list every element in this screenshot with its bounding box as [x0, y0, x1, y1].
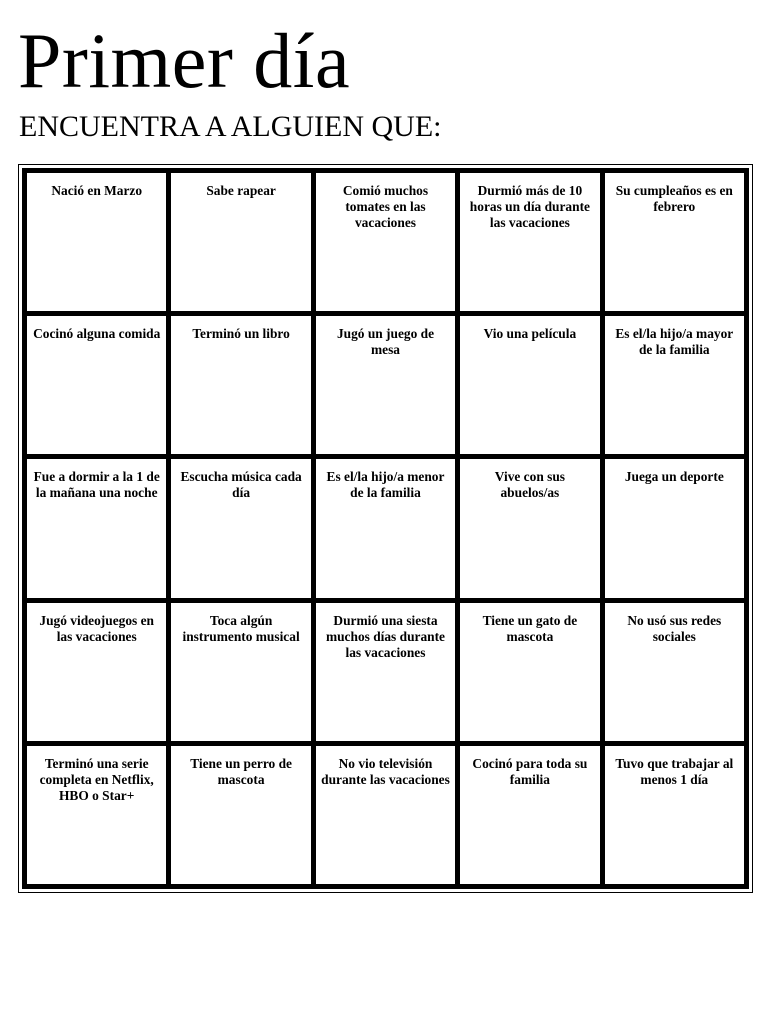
bingo-cell: Vive con sus abuelos/as — [459, 458, 600, 598]
bingo-cell: Vio una película — [459, 315, 600, 455]
bingo-cell: Su cumpleaños es en febrero — [604, 172, 745, 312]
bingo-cell: Tuvo que trabajar al menos 1 día — [604, 745, 745, 885]
bingo-cell: Jugó un juego de mesa — [315, 315, 456, 455]
bingo-board — [18, 164, 753, 893]
bingo-cell: Comió muchos tomates en las vacaciones — [315, 172, 456, 312]
bingo-cell: Tiene un perro de mascota — [170, 745, 311, 885]
bingo-cell: Es el/la hijo/a mayor de la familia — [604, 315, 745, 455]
bingo-cell: Cocinó para toda su familia — [459, 745, 600, 885]
bingo-cell: Cocinó alguna comida — [26, 315, 167, 455]
bingo-cell: Durmió más de 10 horas un día durante las vacaciones — [459, 172, 600, 312]
bingo-cell: Terminó un libro — [170, 315, 311, 455]
bingo-cell: Juega un deporte — [604, 458, 745, 598]
bingo-cell: Toca algún instrumento musical — [170, 602, 311, 742]
bingo-cell: Jugó videojuegos en las vacaciones — [26, 602, 167, 742]
bingo-cell: Sabe rapear — [170, 172, 311, 312]
bingo-cell: Es el/la hijo/a menor de la familia — [315, 458, 456, 598]
bingo-cell: No usó sus redes sociales — [604, 602, 745, 742]
page-title: Primer día — [18, 17, 351, 104]
bingo-cell: Escucha música cada día — [170, 458, 311, 598]
bingo-cell: Terminó una serie completa en Netflix, HBO o Star+ — [26, 745, 167, 885]
bingo-cell: Tiene un gato de mascota — [459, 602, 600, 742]
page-subtitle: ENCUENTRA A ALGUIEN QUE: — [19, 110, 442, 143]
bingo-cell: Durmió una siesta muchos días durante las vacaciones — [315, 602, 456, 742]
bingo-cell: No vio televisión durante las vacaciones — [315, 745, 456, 885]
bingo-cell: Fue a dormir a la 1 de la mañana una noche — [26, 458, 167, 598]
bingo-grid — [22, 168, 749, 889]
bingo-cell: Nació en Marzo — [26, 172, 167, 312]
